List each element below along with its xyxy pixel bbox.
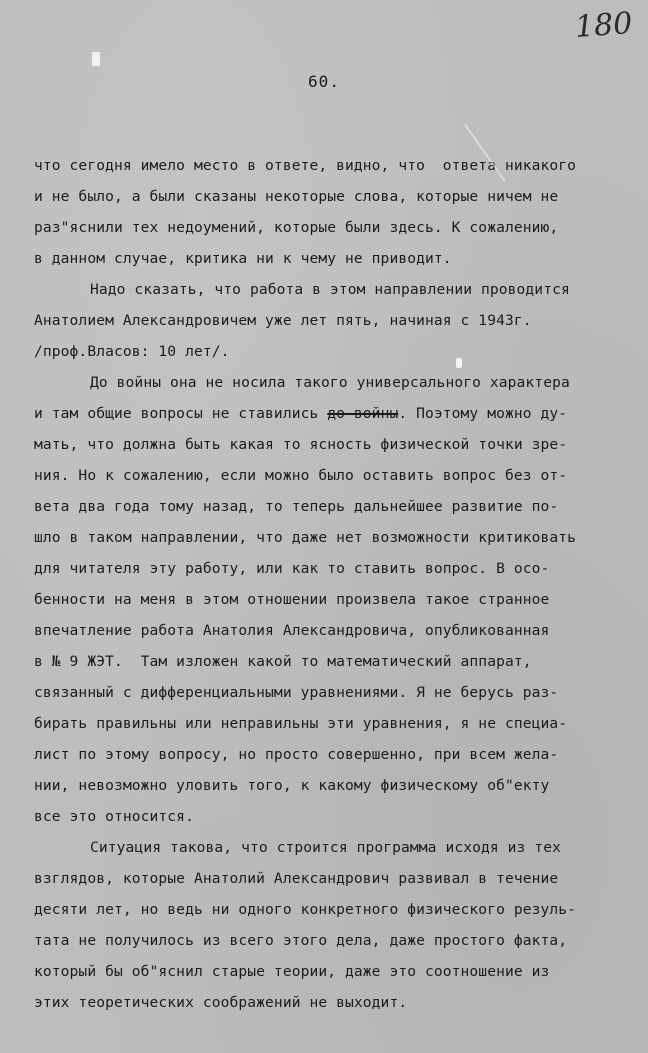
text-line-content: впечатление работа Анатолия Александровича, опубликованная [34,622,550,639]
text-line-content: Анатолием Александровичем уже лет пять, начиная с 1943г. [34,312,532,329]
text-line [34,305,634,336]
text-line [34,677,634,708]
text-line-content: все это относится. [34,808,194,825]
text-line [34,615,634,646]
text-line [34,553,634,584]
scratch-mark [456,358,462,368]
text-line-content: взглядов, которые Анатолий Александрович развивал в течение [34,870,559,887]
scratch-mark [92,52,100,66]
text-line-content: в № 9 ЖЭТ. Там изложен какой то математический аппарат, [34,653,532,670]
text-line [34,863,634,894]
page-number: 60. [308,72,340,91]
text-line [34,987,634,1018]
text-line [34,770,634,801]
text-line [34,429,634,460]
text-line-content: /проф.Власов: 10 лет/. [34,343,230,360]
text-line [34,460,634,491]
text-line [34,646,634,677]
text-line [34,832,634,863]
text-line-content: До войны она не носила такого универсального характера [90,374,570,391]
text-line-content: раз"яснили тех недоумений, которые были здесь. К сожалению, [34,219,559,236]
text-line-content: что сегодня имело место в ответе, видно, что ответа никакого [34,157,577,174]
text-line-content: ния. Но к сожалению, если можно было оставить вопрос без от- [34,467,568,484]
text-line [34,925,634,956]
text-line [34,894,634,925]
text-line [34,398,634,429]
text-line [34,739,634,770]
text-line [34,336,634,367]
struck-out-text: до войны [327,405,399,422]
text-line-content: для читателя эту работу, или как то ставить вопрос. В осо- [34,560,550,577]
text-line [34,181,634,212]
text-line-content: и не было, а были сказаны некоторые слова, которые ничем не [34,188,559,205]
text-line [34,212,634,243]
text-line-content: шло в таком направлении, что даже нет возможности критиковать [34,529,577,546]
text-line-content: тата не получилось из всего этого дела, даже простого факта, [34,932,568,949]
text-line-continuation: . Поэтому можно ду- [398,405,568,422]
text-line [34,150,634,181]
text-line [34,243,634,274]
text-line [34,274,634,305]
text-line-content: мать, что должна быть какая то ясность физической точки зре- [34,436,568,453]
text-line [34,522,634,553]
text-line [34,801,634,832]
text-line-content: и там общие вопросы не ставились [34,405,328,422]
text-line [34,367,634,398]
text-line [34,708,634,739]
text-line-content: десяти лет, но ведь ни одного конкретного физического резуль- [34,901,577,918]
text-line-content: лист по этому вопросу, но просто совершенно, при всем жела- [34,746,559,763]
text-line-content: бирать правильны или неправильны эти уравнения, я не специа- [34,715,568,732]
text-line-content: бенности на меня в этом отношении произвела такое странное [34,591,550,608]
text-line-content: вета два года тому назад, то теперь дальнейшее развитие по- [34,498,559,515]
text-line-content: нии, невозможно уловить того, к какому физическому об"екту [34,777,550,794]
text-line [34,491,634,522]
archive-number: 180 [573,6,634,45]
text-line-content: Надо сказать, что работа в этом направлении проводится [90,281,570,298]
text-line-content: связанный с дифференциальными уравнениями. Я не берусь раз- [34,684,559,701]
text-line-content: который бы об"яснил старые теории, даже это соотношение из [34,963,550,980]
text-line-content: в данном случае, критика ни к чему не приводит. [34,250,452,267]
body-text [34,150,634,1018]
text-line-content: этих теоретических соображений не выходит. [34,994,408,1011]
text-line [34,956,634,987]
text-line-content: Ситуация такова, что строится программа исходя из тех [90,839,561,856]
text-line [34,584,634,615]
